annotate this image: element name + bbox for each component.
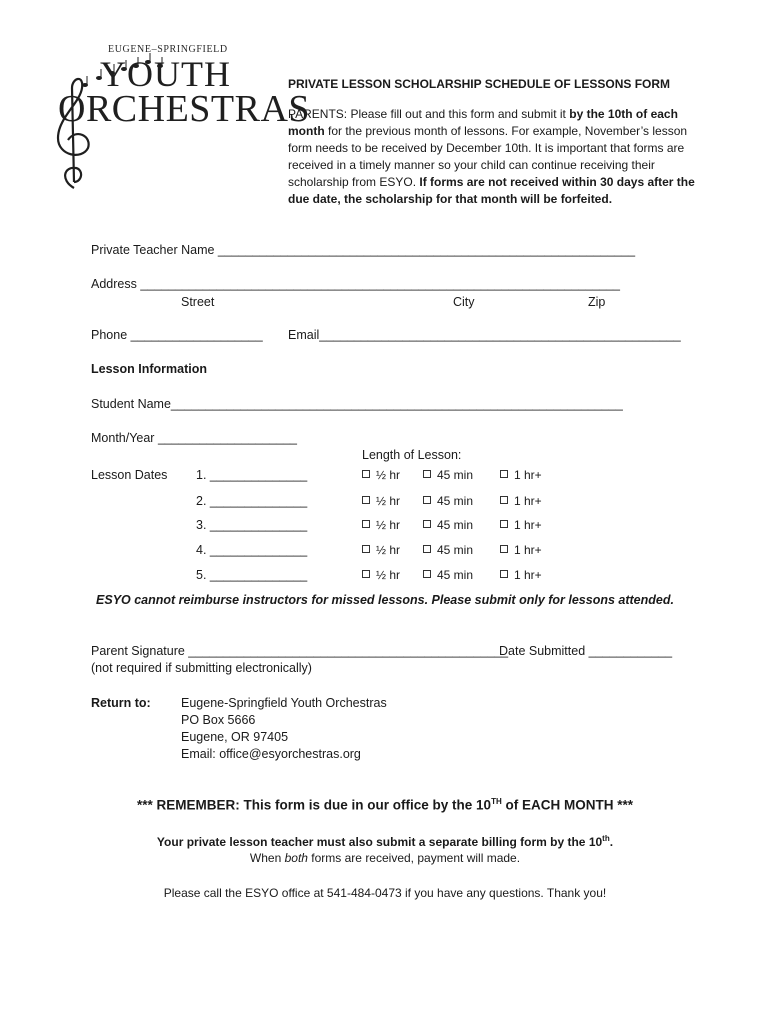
half-hour-checkbox[interactable] bbox=[362, 518, 400, 532]
checkbox-label: ½ hr bbox=[376, 518, 401, 532]
length-of-lesson-label: Length of Lesson: bbox=[362, 448, 462, 462]
return-address-line: Eugene-Springfield Youth Orchestras bbox=[181, 696, 387, 710]
forty-five-min-checkbox[interactable] bbox=[423, 568, 473, 582]
half-hour-checkbox[interactable] bbox=[362, 494, 400, 508]
checkbox-icon[interactable] bbox=[500, 470, 508, 478]
checkbox-icon[interactable] bbox=[500, 520, 508, 528]
half-hour-checkbox[interactable] bbox=[362, 568, 400, 582]
lesson-date-field[interactable]: 4. ______________ bbox=[196, 543, 308, 557]
checkbox-label: 1 hr+ bbox=[514, 494, 542, 508]
address-field[interactable]: Address _____________________________________________________________________ bbox=[91, 277, 621, 291]
email-field[interactable]: Email____________________________________________________ bbox=[288, 328, 681, 342]
checkbox-label: 45 min bbox=[437, 468, 474, 482]
lesson-date-field[interactable]: 2. ______________ bbox=[196, 494, 308, 508]
checkbox-icon[interactable] bbox=[423, 545, 431, 553]
checkbox-icon[interactable] bbox=[423, 570, 431, 578]
checkbox-label: 45 min bbox=[437, 543, 474, 557]
teacher-billing-note: Your private lesson teacher must also submit a separate billing form by the 10th. bbox=[156, 834, 614, 849]
one-hour-plus-checkbox[interactable] bbox=[500, 468, 542, 482]
checkbox-icon[interactable] bbox=[423, 496, 431, 504]
return-address-line: Eugene, OR 97405 bbox=[181, 730, 289, 744]
street-label: Street bbox=[181, 295, 215, 309]
month-year-field[interactable]: Month/Year ____________________ bbox=[91, 431, 297, 445]
return-email-line: Email: office@esyorchestras.org bbox=[181, 747, 361, 761]
city-label: City bbox=[453, 295, 475, 309]
checkbox-icon[interactable] bbox=[500, 570, 508, 578]
checkbox-icon[interactable] bbox=[362, 545, 370, 553]
forty-five-min-checkbox[interactable] bbox=[423, 543, 473, 557]
form-title: PRIVATE LESSON SCHOLARSHIP SCHEDULE OF LESSONS FORM bbox=[288, 77, 671, 91]
checkbox-icon[interactable] bbox=[423, 520, 431, 528]
checkbox-label: ½ hr bbox=[376, 543, 401, 557]
intro-paragraph: PARENTS: Please fill out and this form and submit it by the 10th of each month for the previous month of lessons. For example, November’s lesson form needs to be received by December 10th. It is important that forms are received in a timely manner so your child can continue receiving their scholarship from ESYO. If forms are not received within 30 days after the due date, the scholarship for that month will be forfeited. bbox=[288, 107, 695, 206]
logo-orchestras: ORCHESTRAS bbox=[58, 88, 311, 130]
parent-signature-field[interactable]: Parent Signature ______________________________________________ bbox=[91, 644, 509, 658]
checkbox-icon[interactable] bbox=[500, 496, 508, 504]
one-hour-plus-checkbox[interactable] bbox=[500, 494, 542, 508]
checkbox-label: ½ hr bbox=[376, 468, 401, 482]
checkbox-label: 45 min bbox=[437, 518, 474, 532]
phone-field[interactable]: Phone ___________________ bbox=[91, 328, 263, 342]
one-hour-plus-checkbox[interactable] bbox=[500, 518, 542, 532]
zip-label: Zip bbox=[588, 295, 606, 309]
lesson-date-field[interactable]: 3. ______________ bbox=[196, 518, 308, 532]
checkbox-label: 1 hr+ bbox=[514, 568, 542, 582]
checkbox-label: 1 hr+ bbox=[514, 543, 542, 557]
remember-note: *** REMEMBER: This form is due in our office by the 10TH of EACH MONTH *** bbox=[137, 797, 633, 813]
checkbox-label: 1 hr+ bbox=[514, 468, 542, 482]
contact-note: Please call the ESYO office at 541-484-0473 if you have any questions. Thank you! bbox=[163, 886, 607, 900]
checkbox-icon[interactable] bbox=[500, 545, 508, 553]
one-hour-plus-checkbox[interactable] bbox=[500, 543, 542, 557]
signature-note: (not required if submitting electronically) bbox=[91, 661, 312, 675]
half-hour-checkbox[interactable] bbox=[362, 468, 400, 482]
lesson-date-field[interactable]: 1. ______________ bbox=[196, 468, 308, 482]
checkbox-label: ½ hr bbox=[376, 494, 401, 508]
date-submitted-field[interactable]: Date Submitted ____________ bbox=[499, 644, 673, 658]
reimburse-note: ESYO cannot reimburse instructors for missed lessons. Please submit only for lessons attended. bbox=[96, 593, 674, 607]
checkbox-label: ½ hr bbox=[376, 568, 401, 582]
logo-youth: YOUTH bbox=[100, 54, 231, 94]
lesson-date-field[interactable]: 5. ______________ bbox=[196, 568, 308, 582]
half-hour-checkbox[interactable] bbox=[362, 543, 400, 557]
checkbox-icon[interactable] bbox=[362, 520, 370, 528]
checkbox-icon[interactable] bbox=[362, 570, 370, 578]
forty-five-min-checkbox[interactable] bbox=[423, 518, 473, 532]
forty-five-min-checkbox[interactable] bbox=[423, 494, 473, 508]
checkbox-label: 45 min bbox=[437, 494, 474, 508]
one-hour-plus-checkbox[interactable] bbox=[500, 568, 542, 582]
return-address-line: PO Box 5666 bbox=[181, 713, 256, 727]
teacher-name-field[interactable]: Private Teacher Name ____________________________________________________________ bbox=[91, 243, 636, 257]
checkbox-icon[interactable] bbox=[423, 470, 431, 478]
lesson-info-heading: Lesson Information bbox=[91, 362, 207, 376]
student-name-field[interactable]: Student Name_________________________________________________________________ bbox=[91, 397, 623, 411]
checkbox-label: 45 min bbox=[437, 568, 474, 582]
checkbox-label: 1 hr+ bbox=[514, 518, 542, 532]
return-to-label: Return to: bbox=[91, 696, 151, 710]
checkbox-icon[interactable] bbox=[362, 496, 370, 504]
forty-five-min-checkbox[interactable] bbox=[423, 468, 473, 482]
payment-note: When both forms are received, payment will made. bbox=[249, 851, 521, 865]
checkbox-icon[interactable] bbox=[362, 470, 370, 478]
lesson-dates-label: Lesson Dates bbox=[91, 468, 168, 482]
logo-subtitle: EUGENE–SPRINGFIELD bbox=[108, 44, 228, 55]
